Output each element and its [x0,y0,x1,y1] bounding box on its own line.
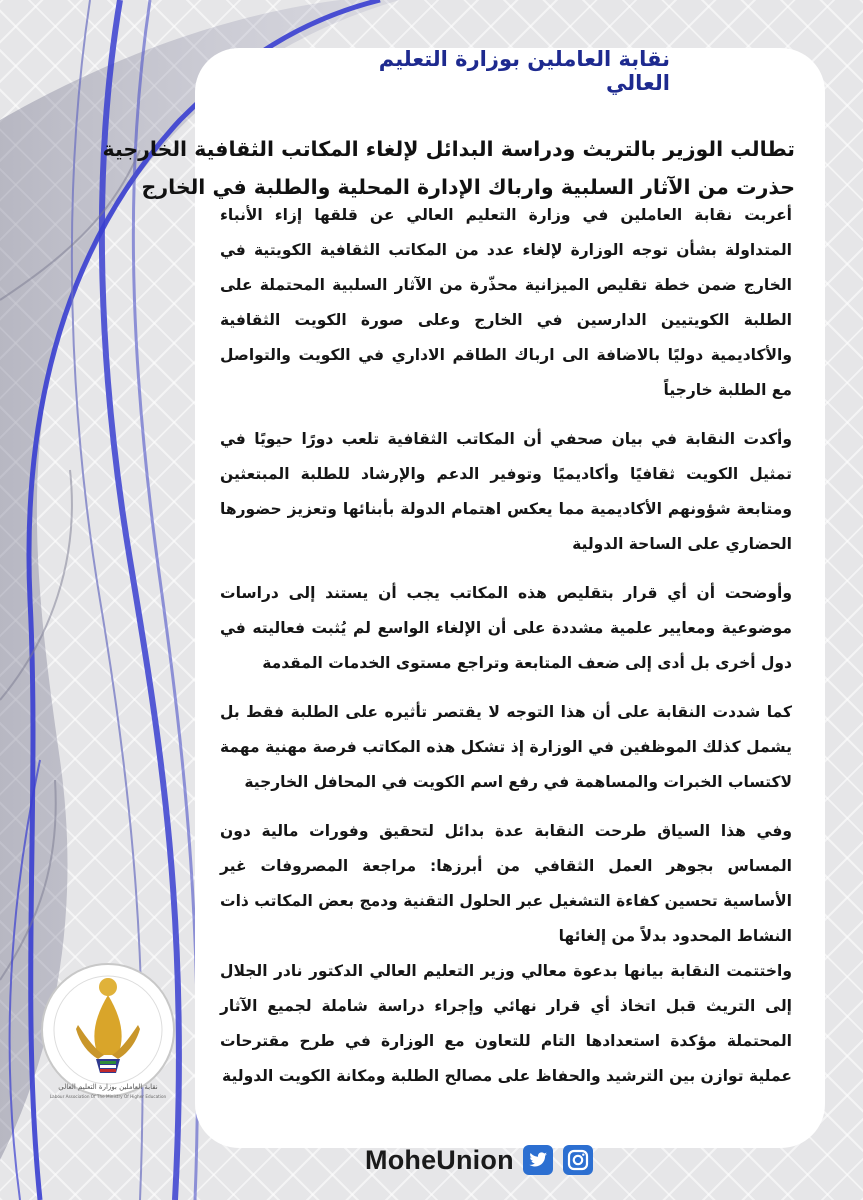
header-bar [330,47,670,95]
paragraph: وأوضحت أن أي قرار بتقليص هذه المكاتب يجب أن يستند إلى دراسات موضوعية ومعايير علمية مشددة على أن الإلغاء الواسع لم يُثبت فعاليته في دول أخرى بل أدى إلى ضعف المتابعة وتراجع مستوى الخدمات المقدمة [220,584,792,672]
headlines [102,130,795,206]
paragraph: كما شددت النقابة على أن هذا التوجه لا يقتصر تأثيره على الطلبة فقط بل يشمل كذلك الموظفين في الوزارة إذ تشكل هذه المكاتب فرصة مهنية مهمة لاكتساب الخبرات والمساهمة في رفع اسم الكويت في المحافل الخارجية [220,703,792,791]
paragraph: أعربت نقابة العاملين في وزارة التعليم العالي عن قلقها إزاء الأنباء المتداولة بشأن توجه الوزارة لإلغاء عدد من المكاتب الثقافية الكويتية في الخارج ضمن خطة تقليص الميزانية محذّرة من الآثار السلبية المحتملة على الطلبة الكويتيين الدارسين في الخارج وعلى صورة الكويت الثقافية والأكاديمية دوليًا بالاضافة الى ارباك الطاقم الاداري في الكويت والتواصل مع الطلبة خارجياً [220,206,792,399]
headline-main: تطالب الوزير بالتريث ودراسة البدائل لإلغاء المكاتب الثقافية الخارجية [102,137,795,161]
instagram-icon[interactable] [562,1144,594,1176]
logo-english-text: Labour Association Of The Ministry Of Higher Education [49,1094,167,1099]
footer [365,1140,594,1180]
twitter-icon[interactable] [522,1144,554,1176]
union-title: نقابة العاملين بوزارة التعليم العالي [378,47,670,95]
union-logo [38,955,178,1105]
headline-sub: حذرت من الآثار السلبية وارباك الإدارة المحلية والطلبة في الخارج [141,175,795,199]
logo-arabic-text: نقابة العاملين بوزارة التعليم العالي [58,1083,158,1091]
social-handle[interactable]: MoheUnion [365,1144,514,1175]
paragraph: واختتمت النقابة بيانها بدعوة معالي وزير التعليم العالي الدكتور نادر الجلال إلى التريث قبل اتخاذ أي قرار نهائي وإجراء دراسة شاملة لجميع الآثار المحتملة مؤكدة استعدادها التام للتعاون مع الوزارة في طرح مقترحات عملية توازن بين الترشيد والحفاظ على مصالح الطلبة ومكانة الكويت الدولية [220,962,792,1085]
paragraph: وفي هذا السياق طرحت النقابة عدة بدائل لتحقيق وفورات مالية دون المساس بجوهر العمل الثقافي من أبرزها: مراجعة المصروفات غير الأساسية تحسين كفاءة التشغيل عبر الحلول التقنية ودمج بعض المكاتب ذات النشاط المحدود بدلاً من إلغائها [220,822,792,945]
paragraph: وأكدت النقابة في بيان صحفي أن المكاتب الثقافية تلعب دورًا حيويًا في تمثيل الكويت ثقافيًا وأكاديميًا وتوفير الدعم والإرشاد للطلبة المبتعثين ومتابعة شؤونهم الأكاديمية مما يعكس اهتمام الدولة بأبنائها وتعزيز حضورها الحضاري على الساحة الدولية [220,430,792,553]
article-body [220,198,792,1108]
